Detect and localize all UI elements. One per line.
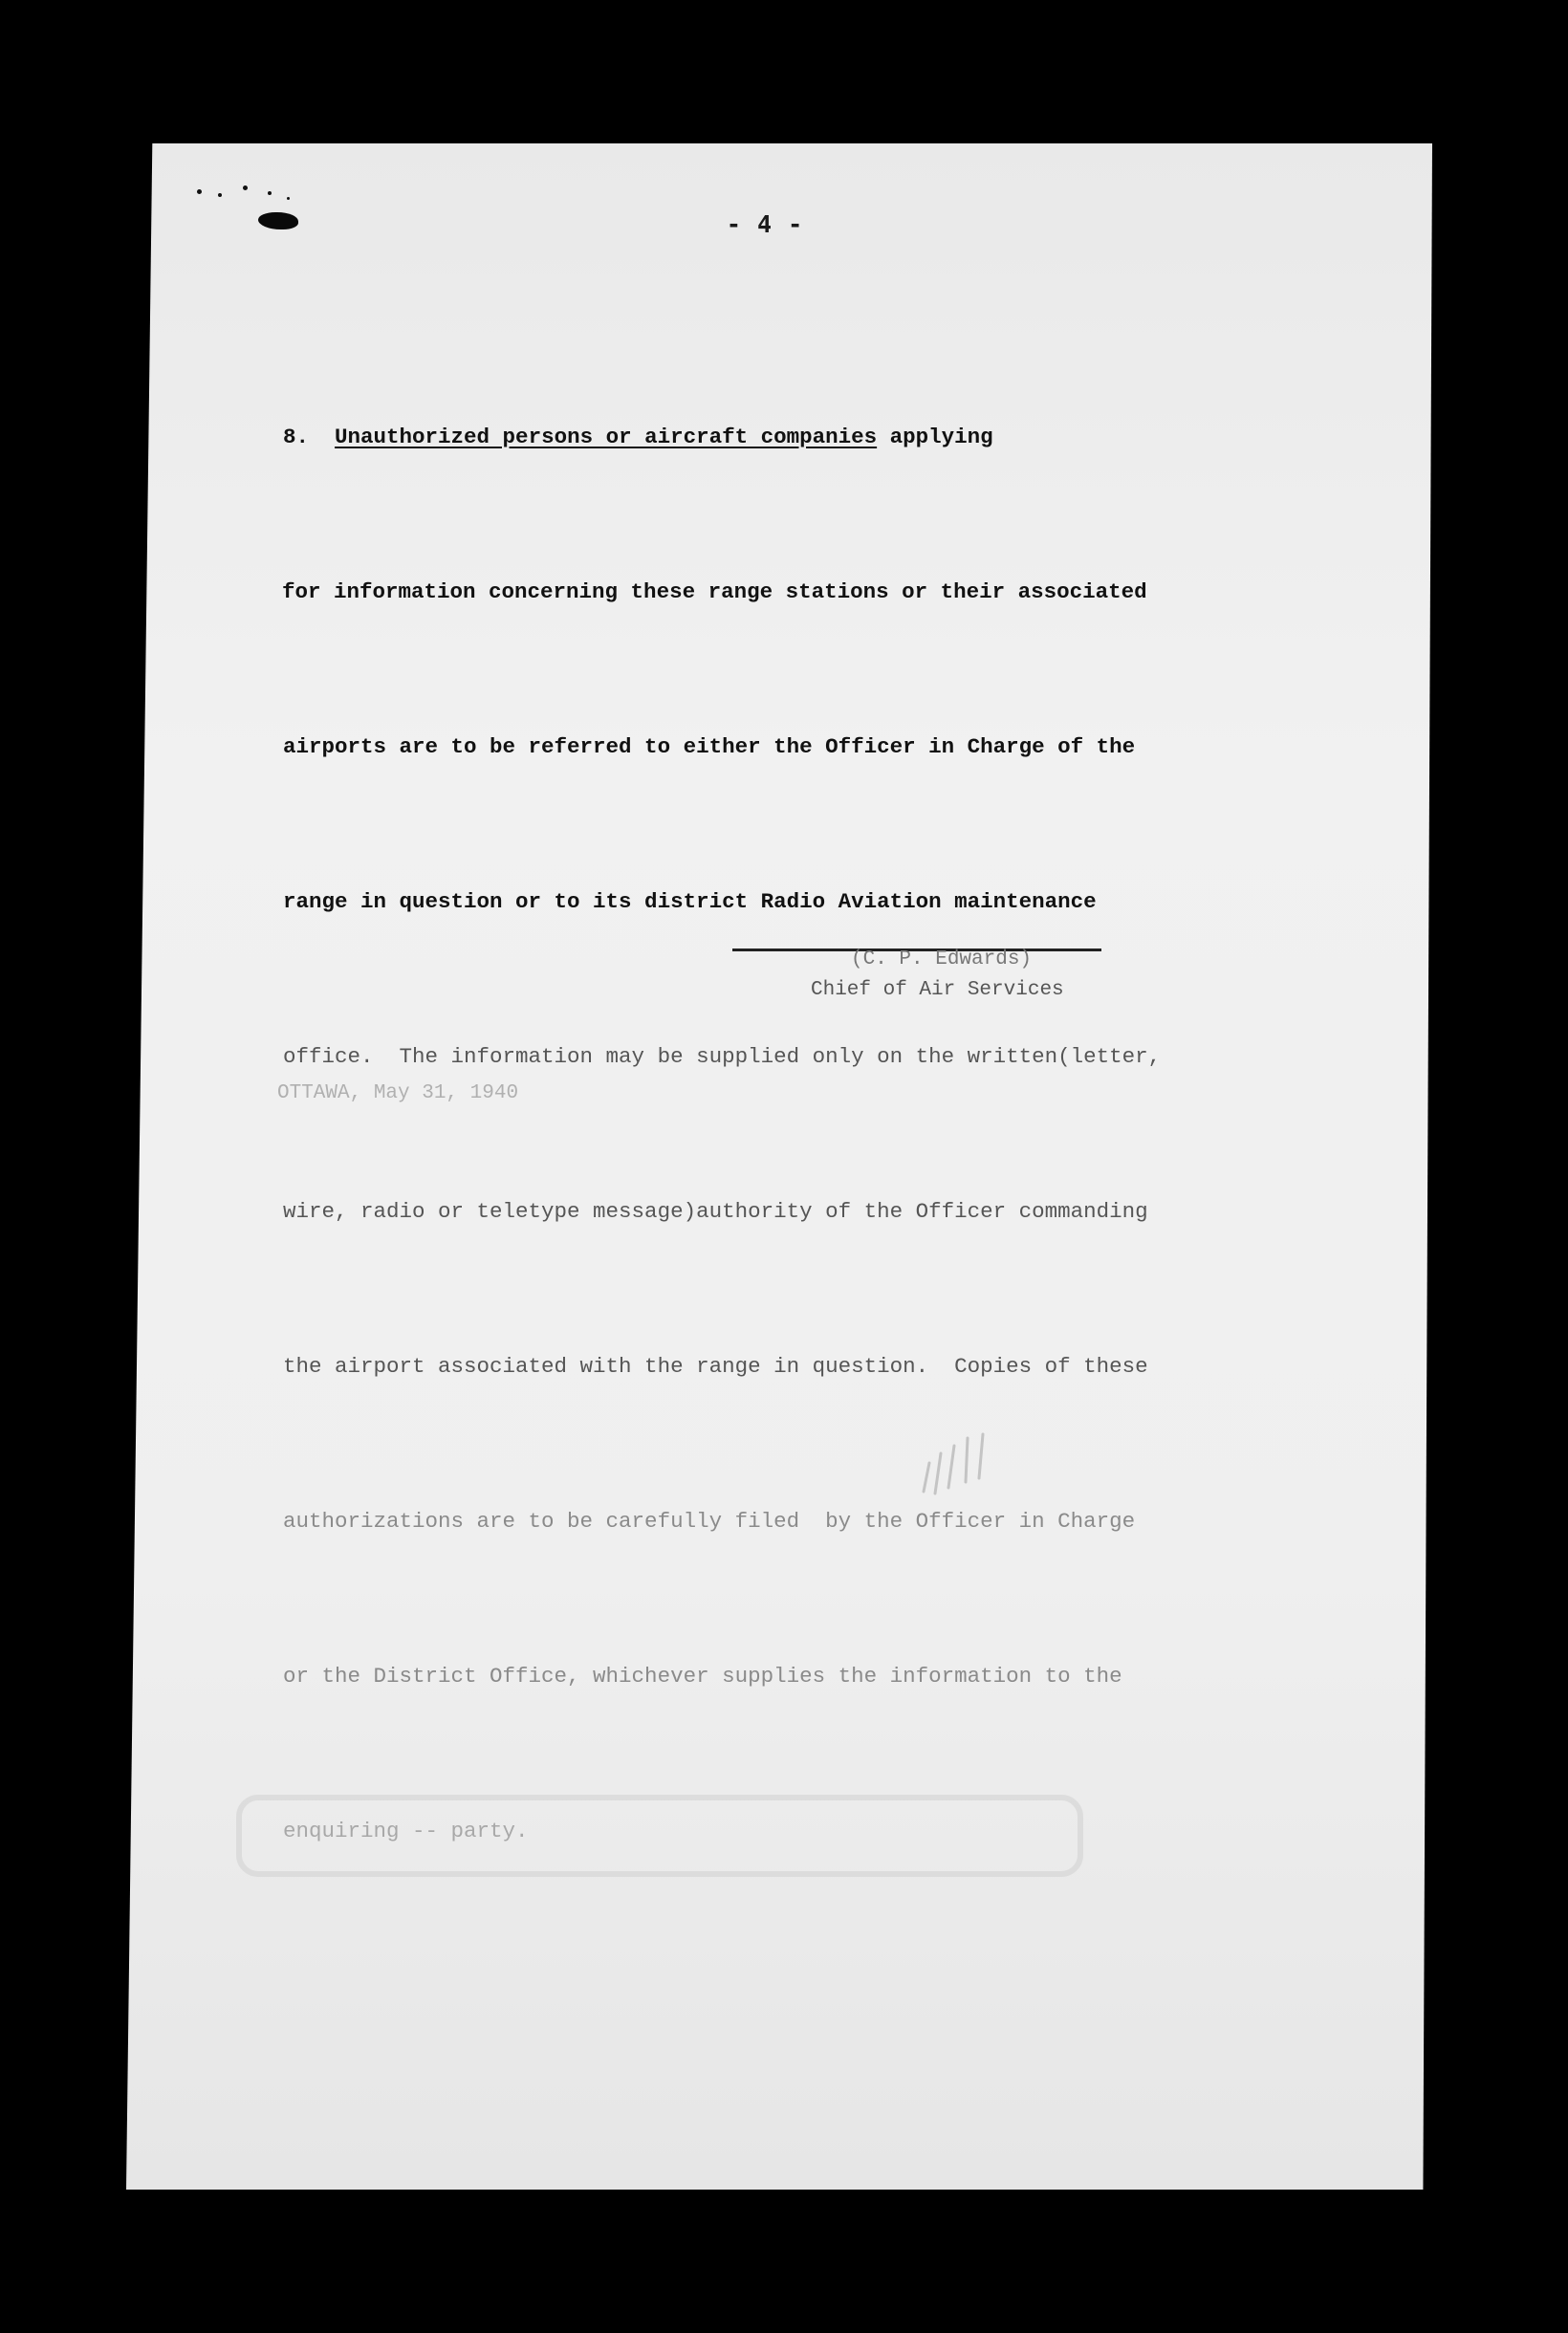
paragraph-line: wire, radio or teletype message)authority of the Officer commanding [283, 1199, 1148, 1224]
paragraph-heading: Unauthorized persons or aircraft companies [335, 425, 878, 449]
paragraph-number: 8. [283, 425, 310, 449]
scan-specks [191, 182, 306, 239]
signatory-name: (C. P. Edwards) [851, 948, 1033, 970]
paragraph-line: enquiring -- party. [283, 1819, 529, 1843]
paragraph-line: or the District Office, whichever supplies the information to the [283, 1664, 1122, 1689]
paragraph-line: range in question or to its district Radio Aviation maintenance [283, 889, 1097, 914]
paragraph-line: airports are to be referred to either the Officer in Charge of the [283, 734, 1136, 759]
faint-stamp-watermark [229, 1778, 1090, 1893]
signatory-title: Chief of Air Services [811, 979, 1064, 1001]
page-number: - 4 - [726, 210, 804, 238]
place-and-date: OTTAWA, May 31, 1940 [277, 1082, 519, 1104]
paragraph-line: authorizations are to be carefully filed by the Officer in Charge [283, 1509, 1136, 1534]
paragraph-line: the airport associated with the range in question. Copies of these [283, 1354, 1148, 1379]
paragraph-line: office. The information may be supplied only on the written(letter, [283, 1044, 1162, 1069]
pencil-initials-mark [916, 1425, 1021, 1511]
paragraph-line [283, 411, 1191, 463]
paragraph-line-text: applying [877, 425, 993, 449]
paragraph-line: for information concerning these range stations or their associated [282, 579, 1147, 604]
paragraph-8 [283, 308, 1191, 1960]
